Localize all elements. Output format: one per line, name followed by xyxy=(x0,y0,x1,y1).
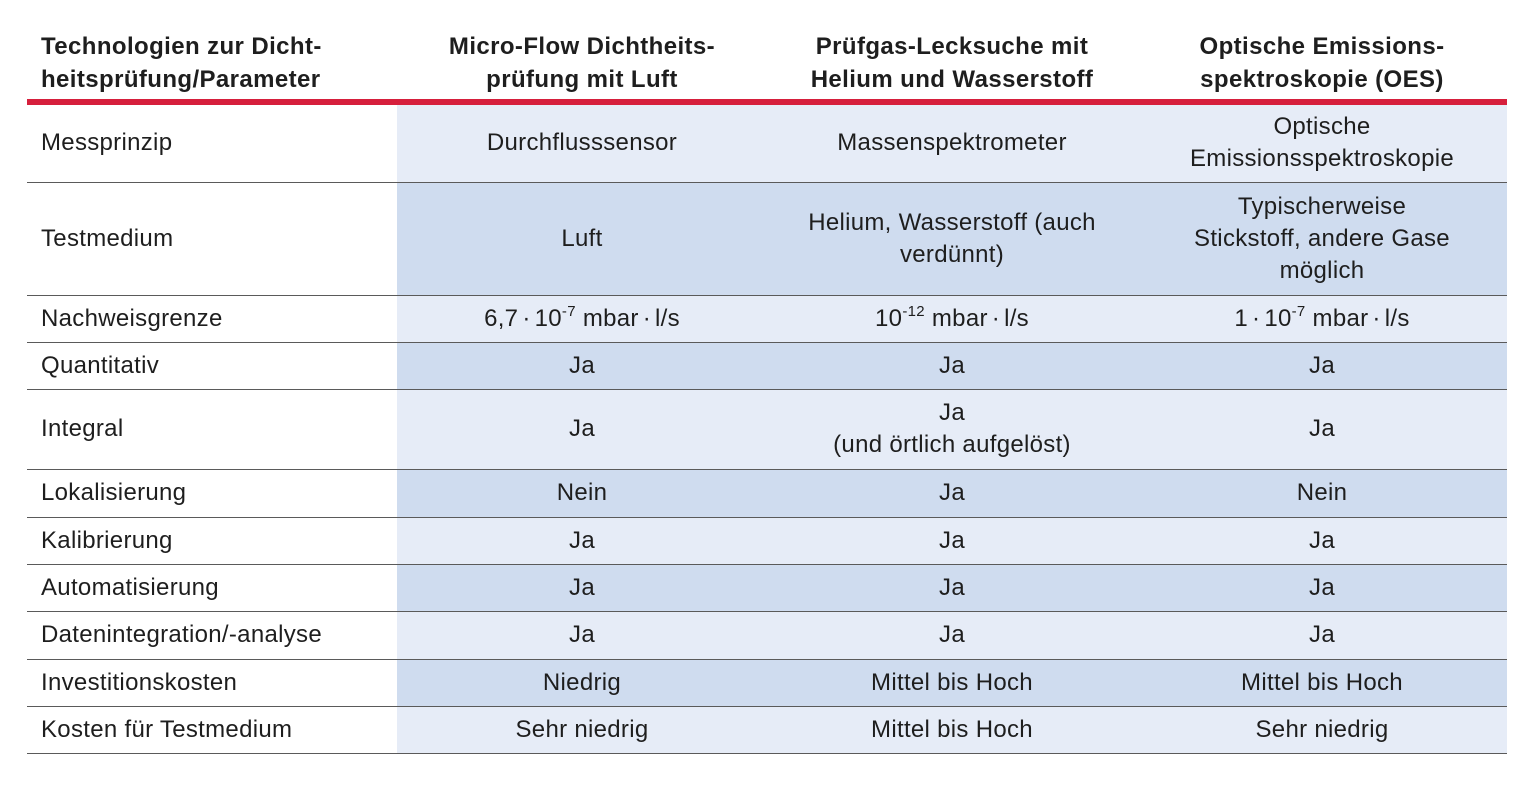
detect-exponent: -12 xyxy=(902,302,925,320)
cell-line: (und örtlich aufgelöst) xyxy=(833,431,1071,458)
cell-line: möglich xyxy=(1279,256,1365,284)
header-oes-line: Optische Emissions- xyxy=(1199,32,1445,60)
cell-micro-flow xyxy=(397,389,767,469)
cell-oes: Ja xyxy=(1137,564,1507,611)
cell-pruefgas xyxy=(767,102,1137,182)
detect-dot: · xyxy=(1372,304,1381,332)
header-micro-flow-line: prüfung mit Luft xyxy=(486,65,678,93)
table-row xyxy=(27,102,1507,182)
row-label: Kalibrierung xyxy=(27,517,397,564)
table-row xyxy=(27,295,1507,342)
cell-oes xyxy=(1137,102,1507,182)
header-pruefgas xyxy=(767,26,1137,102)
cell-micro-flow: Niedrig xyxy=(397,659,767,706)
header-oes-line: spektroskopie (OES) xyxy=(1200,65,1444,93)
row-label: Automatisierung xyxy=(27,564,397,611)
detect-exponent: -7 xyxy=(561,302,576,320)
cell-pruefgas xyxy=(767,182,1137,295)
cell-oes: Ja xyxy=(1137,342,1507,389)
cell-pruefgas: Ja xyxy=(767,564,1137,611)
header-pruefgas-line: Helium und Wasserstoff xyxy=(810,65,1094,93)
cell-oes: Sehr niedrig xyxy=(1137,706,1507,753)
cell-micro-flow: Sehr niedrig xyxy=(397,706,767,753)
row-label: Messprinzip xyxy=(27,102,397,182)
row-label: Datenintegration/-analyse xyxy=(27,611,397,659)
table-row xyxy=(27,611,1507,659)
detect-dot: · xyxy=(522,304,531,332)
header-parameter-line: heitsprüfung/Parameter xyxy=(41,65,321,93)
table-row xyxy=(27,564,1507,611)
detect-mantissa: 1 xyxy=(1234,304,1249,332)
detect-exponent: -7 xyxy=(1291,302,1306,320)
cell-line: Ja xyxy=(1309,415,1335,442)
cell-micro-flow: Ja xyxy=(397,564,767,611)
cell-pruefgas: Ja xyxy=(767,469,1137,517)
header-micro-flow-line: Micro-Flow Dichtheits- xyxy=(448,32,716,60)
cell-line: Massenspektrometer xyxy=(837,129,1067,157)
header-parameter xyxy=(27,26,397,102)
table-row xyxy=(27,517,1507,564)
cell-micro-flow: Ja xyxy=(397,611,767,659)
detect-unit: mbar xyxy=(582,304,639,332)
cell-oes xyxy=(1137,295,1507,342)
cell-micro-flow xyxy=(397,182,767,295)
row-label: Quantitativ xyxy=(27,342,397,389)
table-row xyxy=(27,342,1507,389)
cell-pruefgas: Ja xyxy=(767,611,1137,659)
cell-line: Typischerweise xyxy=(1237,192,1407,220)
detect-base: 10 xyxy=(534,304,562,332)
cell-pruefgas: Ja xyxy=(767,342,1137,389)
cell-pruefgas: Mittel bis Hoch xyxy=(767,706,1137,753)
detect-dot: · xyxy=(642,304,652,332)
table-row xyxy=(27,706,1507,753)
cell-oes: Ja xyxy=(1137,517,1507,564)
cell-pruefgas xyxy=(767,389,1137,469)
detect-dot: · xyxy=(1252,304,1261,332)
cell-line: Optische xyxy=(1273,113,1371,141)
detect-unit2: l/s xyxy=(1004,304,1029,332)
row-label: Integral xyxy=(27,389,397,469)
cell-micro-flow xyxy=(397,295,767,342)
row-label: Testmedium xyxy=(27,182,397,295)
row-label: Investitionskosten xyxy=(27,659,397,706)
table-row xyxy=(27,469,1507,517)
cell-line: Ja xyxy=(569,415,595,442)
cell-pruefgas: Ja xyxy=(767,517,1137,564)
comparison-table xyxy=(27,26,1507,754)
cell-line: Luft xyxy=(561,224,603,252)
cell-micro-flow xyxy=(397,102,767,182)
header-oes xyxy=(1137,26,1507,102)
cell-oes xyxy=(1137,182,1507,295)
table-body xyxy=(27,102,1507,753)
detect-dot: · xyxy=(991,304,1001,332)
cell-oes: Mittel bis Hoch xyxy=(1137,659,1507,706)
table-header xyxy=(27,26,1507,102)
cell-line: Stickstoff, andere Gase xyxy=(1194,224,1450,252)
header-row xyxy=(27,26,1507,102)
table-row xyxy=(27,182,1507,295)
cell-line: Durchflusssensor xyxy=(486,129,678,157)
detect-base: 10 xyxy=(875,304,903,332)
cell-micro-flow: Nein xyxy=(397,469,767,517)
cell-micro-flow: Ja xyxy=(397,342,767,389)
header-micro-flow xyxy=(397,26,767,102)
header-pruefgas-line: Prüfgas-Lecksuche mit xyxy=(815,32,1089,60)
cell-pruefgas xyxy=(767,295,1137,342)
cell-micro-flow: Ja xyxy=(397,517,767,564)
detect-unit: mbar xyxy=(1312,304,1369,332)
row-label: Nachweisgrenze xyxy=(27,295,397,342)
cell-line: Emissionsspektroskopie xyxy=(1189,145,1455,173)
cell-oes: Nein xyxy=(1137,469,1507,517)
header-parameter-line: Technologien zur Dicht- xyxy=(41,32,322,60)
detect-mantissa: 6,7 xyxy=(484,304,519,332)
cell-oes: Ja xyxy=(1137,611,1507,659)
detect-unit2: l/s xyxy=(1384,304,1410,332)
row-label: Kosten für Testmedium xyxy=(27,706,397,753)
row-label: Lokalisierung xyxy=(27,469,397,517)
detect-base: 10 xyxy=(1264,304,1292,332)
cell-line: Ja xyxy=(939,399,965,426)
cell-line: verdünnt) xyxy=(899,240,1005,268)
detect-unit: mbar xyxy=(931,304,988,332)
detect-unit2: l/s xyxy=(655,304,680,332)
table-row xyxy=(27,389,1507,469)
cell-oes xyxy=(1137,389,1507,469)
cell-pruefgas: Mittel bis Hoch xyxy=(767,659,1137,706)
table-row xyxy=(27,659,1507,706)
cell-line: Helium, Wasserstoff (auch xyxy=(808,208,1096,236)
